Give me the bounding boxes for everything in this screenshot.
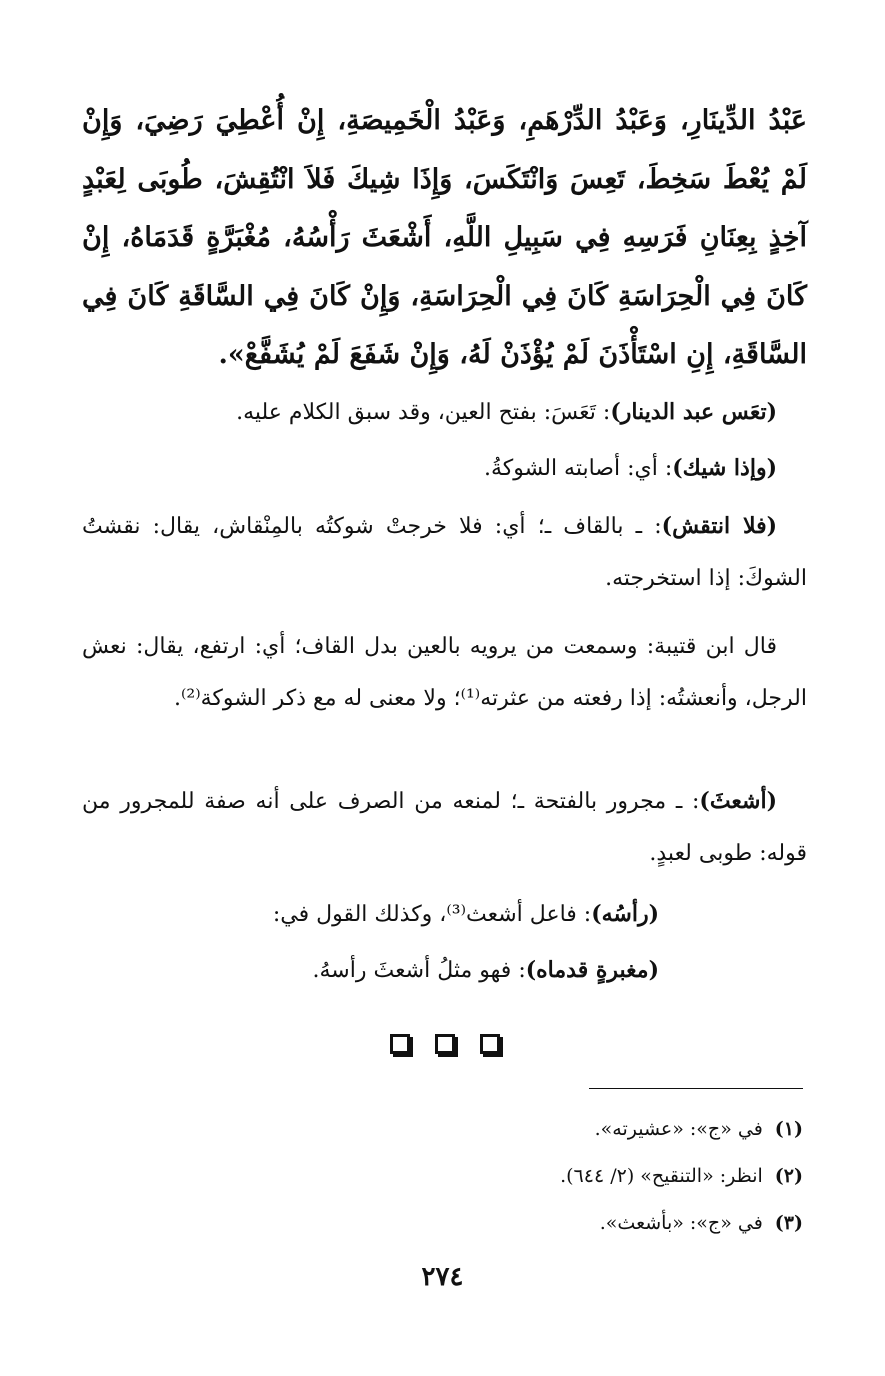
footnote	[303, 1200, 803, 1247]
page-number: ٢٧٤	[421, 1262, 464, 1292]
commentary-term: (تعَس عبد الدينار)	[610, 399, 777, 425]
commentary-body: : فهو مثلُ أشعثَ رأسهُ.	[312, 958, 526, 983]
footnote-number: (٢)	[774, 1165, 803, 1187]
commentary-term: (مغبرةٍ قدماه)	[525, 957, 659, 983]
footnote-number: (١)	[774, 1118, 803, 1140]
commentary-body: : أي: أصابته الشوكةُ.	[483, 456, 673, 481]
footnote	[303, 1106, 803, 1153]
commentary-term: (وإذا شيك)	[672, 455, 777, 481]
footnote-text: انظر: «التنقيح» (٢/ ٦٤٤).	[560, 1165, 763, 1187]
footnotes	[303, 1106, 803, 1247]
commentary-paragraph	[52, 386, 807, 439]
commentary-body: : فاعل أشعث⁽³⁾، وكذلك القول في:	[272, 902, 592, 927]
commentary-paragraph	[82, 775, 807, 880]
footnote-text: في «ج»: «بأشعث».	[599, 1212, 763, 1234]
square-ornament-icon	[390, 1034, 410, 1054]
commentary-body: : ـ بالقاف ـ؛ أي: فلا خرجتْ شوكتُه بالمِنْقاش، يقال: نقشتُ الشوكَ: إذا استخرجته.	[82, 514, 807, 591]
commentary-paragraph	[82, 944, 807, 997]
commentary-paragraph	[52, 442, 807, 495]
footnote-number: (٣)	[774, 1212, 803, 1234]
footnote	[303, 1153, 803, 1200]
commentary-paragraph	[82, 888, 807, 941]
section-separator	[390, 1030, 500, 1058]
commentary-term: (فلا انتقش)	[661, 513, 777, 539]
commentary-body: : تَعَسَ: بفتح العين، وقد سبق الكلام عليه.	[236, 400, 611, 425]
square-ornament-icon	[435, 1034, 455, 1054]
footnote-text: في «ج»: «عشيرته».	[594, 1118, 763, 1140]
square-ornament-icon	[480, 1034, 500, 1054]
commentary-paragraph	[82, 500, 807, 605]
commentary-term: (أشعثَ)	[699, 788, 777, 814]
commentary-paragraph	[82, 621, 807, 725]
commentary-body: قال ابن قتيبة: وسمعت من يرويه بالعين بدل القاف؛ أي: ارتفع، يقال: نعش الرجل، وأنعشتُه: إذا رفعته من عثرته⁽¹⁾؛ ولا معنى له مع ذكر الشوكة⁽²⁾.	[82, 634, 807, 711]
footnote-divider	[589, 1088, 803, 1089]
commentary-term: (رأسُه)	[591, 901, 659, 927]
commentary-body: : ـ مجرور بالفتحة ـ؛ لمنعه من الصرف على أنه صفة للمجرور من قوله: طوبى لعبدٍ.	[82, 789, 807, 866]
hadith-text: عَبْدُ الدِّينَارِ، وَعَبْدُ الدِّرْهَمِ، وَعَبْدُ الْخَمِيصَةِ، إِنْ أُعْطِيَ رَضِيَ، وَإِنْ لَمْ يُعْطَ سَخِطَ، تَعِسَ وَانْتَكَسَ، وَإِذَا شِيكَ فَلاَ انْتُقِشَ، طُوبَى لِعَبْدٍ آخِذٍ بِعِنَانِ فَرَسِهِ فِي سَبِيلِ اللَّهِ، أَشْعَثَ رَأْسُهُ، مُغْبَرَّةٍ قَدَمَاهُ، إِنْ كَانَ فِي الْحِرَاسَةِ كَانَ فِي الْحِرَاسَةِ، وَإِنْ كَانَ فِي السَّاقَةِ كَانَ فِي السَّاقَةِ، إِنِ اسْتَأْذَنَ لَمْ يُؤْذَنْ لَهُ، وَإِنْ شَفَعَ لَمْ يُشَفَّعْ».	[82, 105, 807, 370]
